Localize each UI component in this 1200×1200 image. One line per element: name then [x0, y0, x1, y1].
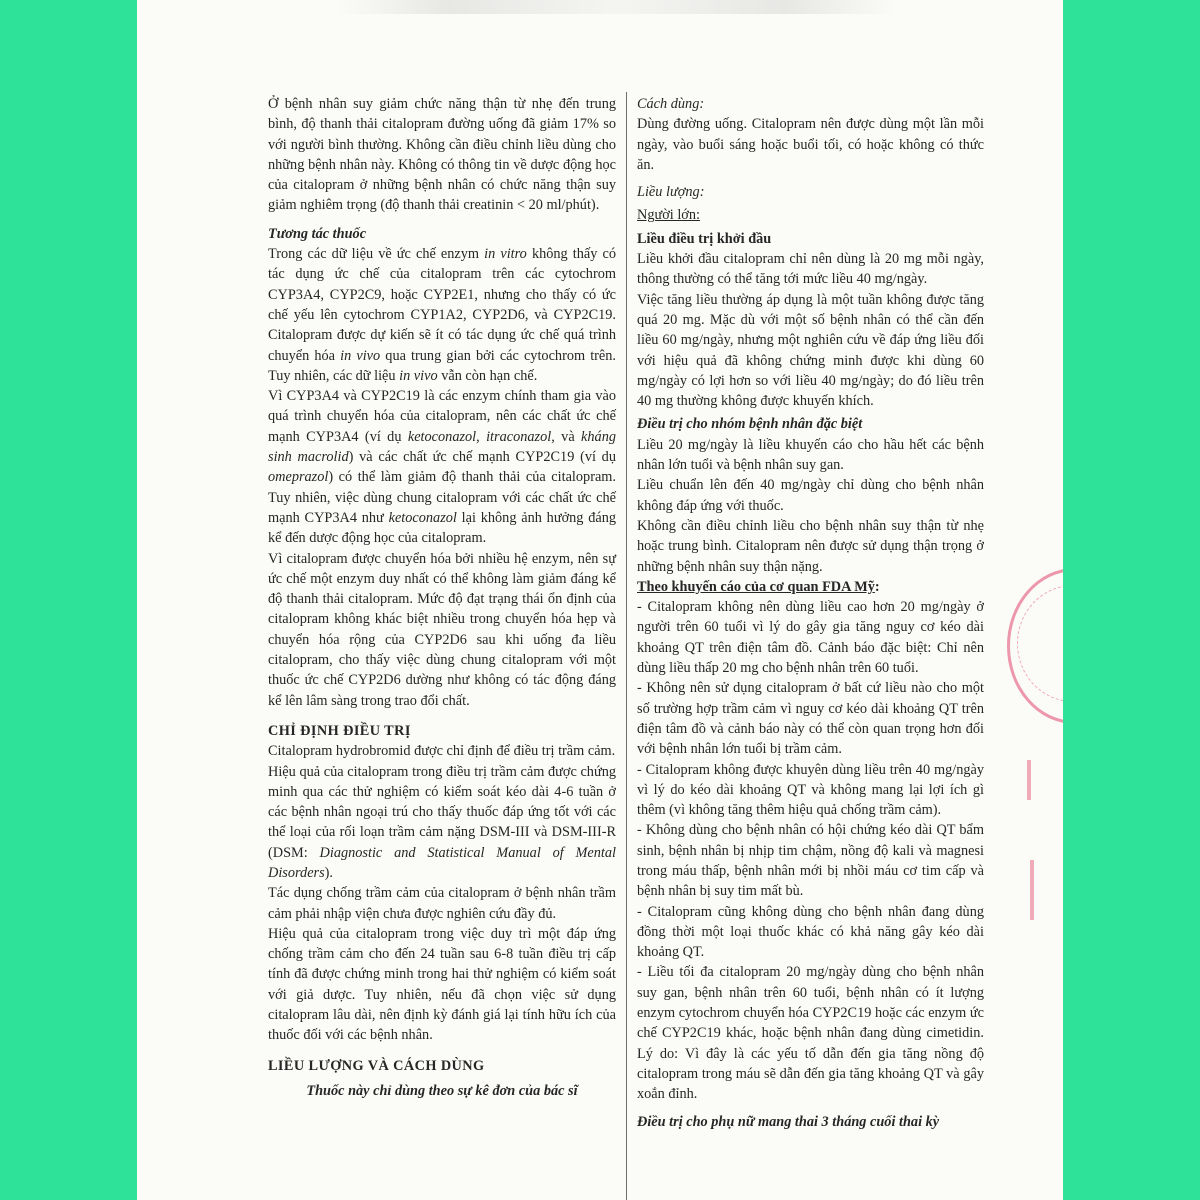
right-column	[637, 94, 984, 1132]
fda-item-2: - Không nên sử dụng citalopram ở bất cứ liều nào cho một số trường hợp trầm cảm vì nguy cơ kéo dài khoảng QT trên điện tâm đồ và cảnh báo này có thể còn quan trọng hơn đối với bệnh nhân lớn tuổi bị trầm cảm.	[637, 680, 984, 758]
stamp-mark	[1027, 760, 1031, 800]
initial-dose-heading: Liều điều trị khởi đầu	[637, 230, 772, 247]
indication-paragraph-2: Hiệu quả của citalopram trong điều trị trầm cảm được chứng minh qua các thử nghiệm có kiểm soát kéo dài 4-6 tuần ở các bệnh nhân ngoại trú cho thấy thuốc đáp ứng tốt với các thể loại của rối loạn trầm cảm nặng DSM-III và DSM-III-R (DSM: Diagnostic and Statistical Manual of Mental Disorders).	[268, 763, 617, 881]
initial-dose-paragraph-2: Việc tăng liều thường áp dụng là một tuần không được tăng quá 20 mg. Mặc dù với một số bệnh nhân có thể cần đến liều 60 mg/ngày, nhưng một nghiên cứu về đáp ứng liều đối với hiệu quả đã không chứng minh được khi dùng 60 mg/ngày có lợi hơn so với liều 40 mg/ngày; do đó liều trên 40 mg thường không được khuyến khích.	[637, 291, 984, 410]
kidney-paragraph: Ở bệnh nhân suy giảm chức năng thận từ nhẹ đến trung bình, độ thanh thải citalopram đường uống đã giảm 17% so với người bình thường. Không cần điều chỉnh liều dùng cho những bệnh nhân này. Không có thông tin về dược động học của citalopram ở những bệnh nhân có chức năng thận suy giảm nghiêm trọng (độ thanh thải creatinin < 20 ml/phút).	[268, 96, 616, 214]
fda-item-6: - Liều tối đa citalopram 20 mg/ngày dùng cho bệnh nhân suy gan, bệnh nhân trên 60 tuổi, bệnh nhân có ít lượng enzym cytochrom chuyển hóa CYP2C19 hoặc các enzym ức chế CYP2C19 khác, hoặc bệnh nhân đang dùng cimetidin. Lý do: Vì đây là các yếu tố dẫn đến gia tăng nồng độ citalopram trong máu sẽ dẫn đến gia tăng khoảng QT và gây xoắn đỉnh.	[637, 964, 984, 1103]
left-column	[268, 94, 616, 1101]
adult-heading: Người lớn:	[637, 207, 700, 224]
prescription-note: Thuốc này chỉ dùng theo sự kê đơn của bác sĩ	[306, 1082, 578, 1099]
dosage-heading: LIỀU LƯỢNG VÀ CÁCH DÙNG	[268, 1057, 485, 1074]
interaction-paragraph-2: Vì CYP3A4 và CYP2C19 là các enzym chính tham gia vào quá trình chuyển hóa của citalopram, nên các chất ức chế mạnh CYP3A4 (ví dụ ketoconazol, itraconazol, và kháng sinh macrolid) và các chất ức chế mạnh CYP2C19 (ví dụ omeprazol) có thể làm giảm độ thanh thải của citalopram. Tuy nhiên, việc dùng chung citalopram với các chất ức chế mạnh CYP3A4 như ketoconazol lại không ảnh hưởng đáng kể đến dược động học của citalopram.	[268, 388, 617, 547]
interaction-heading: Tương tác thuốc	[268, 225, 367, 242]
pregnancy-heading: Điều trị cho phụ nữ mang thai 3 tháng cuối thai kỳ	[637, 1113, 940, 1130]
special-group-heading: Điều trị cho nhóm bệnh nhân đặc biệt	[637, 416, 863, 433]
stamp-mark	[1030, 860, 1034, 920]
document-page	[137, 0, 1063, 1200]
usage-heading: Cách dùng:	[637, 96, 705, 112]
special-paragraph-1: Liều 20 mg/ngày là liều khuyến cáo cho hầu hết các bệnh nhân lớn tuổi và bệnh nhân suy gan.	[637, 436, 984, 474]
initial-dose-paragraph-1: Liều khởi đầu citalopram chỉ nên dùng là 20 mg mỗi ngày, thông thường có thể tăng tới mức liều 40 mg/ngày.	[637, 251, 984, 288]
interaction-paragraph-3: Vì citalopram được chuyển hóa bởi nhiều hệ enzym, nên sự ức chế một enzym duy nhất có thể không làm giảm đáng kể độ thanh thải citalopram. Mức độ đạt trạng thái ổn định của citalopram không khác biệt nhiều trong chuyển hóa hẹp và chuyển hóa rộng của CYP2D6 sau khi uống đa liều citalopram, cho thấy việc dùng chung citalopram với một thuốc ức chế CYP2D6 dường như không có tác động đáng kể lên lâm sàng trong trao đổi chất.	[268, 550, 616, 709]
fda-item-5: - Citalopram cũng không dùng cho bệnh nhân đang dùng đồng thời một loại thuốc khác có khả năng gây kéo dài khoảng QT.	[637, 903, 984, 961]
dose-heading: Liều lượng:	[637, 184, 705, 201]
fda-item-4: - Không dùng cho bệnh nhân có hội chứng kéo dài QT bẩm sinh, bệnh nhân bị nhịp tim chậm, nồng độ kali và magnesi trong máu thấp, bệnh nhân mới bị nhồi máu cơ tim cấp và bệnh nhân bị suy tim mất bù.	[637, 822, 984, 900]
fda-heading: Theo khuyến cáo của cơ quan FDA Mỹ:	[637, 578, 880, 595]
special-paragraph-3: Không cần điều chỉnh liều cho bệnh nhân suy thận từ nhẹ hoặc trung bình. Citalopram nên được sử dụng thận trọng ở những bệnh nhân suy thận nặng.	[637, 517, 984, 575]
column-divider	[626, 92, 627, 1200]
special-paragraph-2: Liều chuẩn lên đến 40 mg/ngày chỉ dùng cho bệnh nhân không đáp ứng với thuốc.	[637, 477, 984, 514]
indication-paragraph-3: Tác dụng chống trầm cảm của citalopram ở bệnh nhân trầm cảm phải nhập viện chưa được nghiên cứu đầy đủ.	[268, 885, 616, 922]
indication-paragraph-1: Citalopram hydrobromid được chỉ định để điều trị trầm cảm.	[268, 743, 616, 760]
indication-heading: CHỈ ĐỊNH ĐIỀU TRỊ	[268, 722, 411, 739]
fda-item-1: - Citalopram không nên dùng liều cao hơn 20 mg/ngày ở người trên 60 tuổi vì lý do gây gia tăng nguy cơ kéo dài khoảng QT trên điện tâm đồ. Cảnh báo đặc biệt: Chỉ nên dùng liều thấp 20 mg cho bệnh nhân trên 60 tuổi.	[637, 599, 984, 677]
indication-paragraph-4: Hiệu quả của citalopram trong việc duy trì một đáp ứng chống trầm cảm cho đến 24 tuần sau 6-8 tuần điều trị cấp tính đã được chứng minh trong hai thử nghiệm có kiểm soát với giả dược. Tuy nhiên, nếu đã chọn việc sử dụng citalopram lâu dài, nên định kỳ đánh giá lại tính hữu ích của thuốc đối với các bệnh nhân.	[268, 925, 616, 1044]
usage-paragraph: Dùng đường uống. Citalopram nên được dùng một lần mỗi ngày, vào buổi sáng hoặc buổi tối, có hoặc không có thức ăn.	[637, 116, 984, 173]
fda-item-3: - Citalopram không được khuyên dùng liều trên 40 mg/ngày vì lý do kéo dài khoảng QT và không mang lại lợi ích gì thêm (vì không tăng thêm hiệu quả chống trầm cảm).	[637, 761, 984, 819]
interaction-paragraph-1: Trong các dữ liệu về ức chế enzym in vitro không thấy có tác dụng ức chế của citalopram trên các cytochrom CYP3A4, CYP2C9, hoặc CYP2E1, nhưng cho thấy có ức chế yếu lên cytochrom CYP1A2, CYP2D6, và CYP2C19. Citalopram được dự kiến sẽ ít có tác dụng ức chế quá trình chuyển hóa in vivo qua trung gian bởi các cytochrom trên. Tuy nhiên, các dữ liệu in vivo vẫn còn hạn chế.	[268, 246, 616, 384]
scan-shadow	[337, 0, 897, 14]
